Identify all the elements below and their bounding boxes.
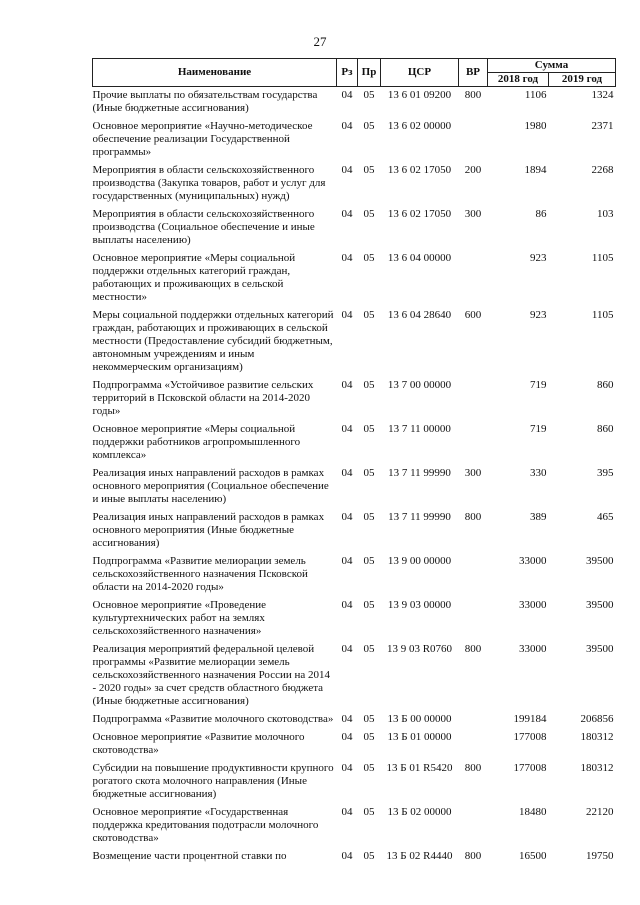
row-rz: 04: [341, 379, 353, 391]
row-rz: 04: [341, 731, 353, 743]
header-sum: Сумма: [488, 59, 616, 73]
row-vr: [459, 250, 488, 307]
row-rz: 04: [341, 850, 353, 862]
row-rz: 04: [341, 806, 353, 818]
table-row: [93, 804, 616, 848]
row-rz: 04: [341, 467, 353, 479]
table-row: [93, 307, 616, 377]
row-sum-2018: 719: [530, 423, 547, 435]
header-year-2018: 2018 год: [488, 73, 549, 87]
row-name: Мероприятия в области сельскохозяйственного производства (Социальное обеспечение и иные выплаты населению): [92, 208, 315, 246]
row-name: Основное мероприятие «Государственная поддержка кредитования подотрасли молочного скотоводства»: [92, 806, 319, 844]
page-number: 27: [313, 34, 327, 49]
row-name: Меры социальной поддержки отдельных категорий граждан, работающих и проживающих в сельской местности (Предоставление субсидий бюджетным, автономным учреждениям и иным некоммерческим организациям): [92, 309, 334, 373]
row-csr: 13 6 02 17050: [387, 164, 452, 176]
row-sum-2019: 860: [597, 379, 614, 391]
row-vr: 300: [464, 467, 482, 479]
row-sum-2019: 1105: [591, 309, 614, 321]
row-pr: 05: [363, 89, 375, 101]
row-csr: 13 7 11 99990: [388, 511, 451, 523]
row-sum-2018: 33000: [519, 643, 547, 655]
row-name: Мероприятия в области сельскохозяйственного производства (Закупка товаров, работ и услуг для государственных (муниципальных) нужд): [92, 164, 326, 202]
row-rz: 04: [341, 252, 353, 264]
row-sum-2018: 923: [530, 252, 547, 264]
row-vr: 200: [464, 164, 482, 176]
row-rz: 04: [341, 208, 353, 220]
row-name: Основное мероприятие «Развитие молочного скотоводства»: [92, 731, 305, 756]
row-sum-2018: 177008: [513, 731, 547, 743]
row-pr: 05: [363, 164, 375, 176]
header-rz: Рз: [337, 59, 358, 87]
row-csr: 13 6 04 28640: [387, 309, 452, 321]
row-vr: [459, 804, 488, 848]
row-rz: 04: [341, 120, 353, 132]
row-name: Подпрограмма «Развитие мелиорации земель сельскохозяйственного назначения Псковской области на 2014-2020 годы»: [92, 555, 308, 593]
row-name: Реализация иных направлений расходов в рамках основного мероприятия (Иные бюджетные ассигнования): [92, 511, 325, 549]
row-pr: 05: [363, 643, 375, 655]
row-sum-2019: 180312: [580, 762, 614, 774]
row-rz: 04: [341, 423, 353, 435]
header-year-2019: 2019 год: [549, 73, 616, 87]
row-vr: 800: [464, 643, 482, 655]
row-vr: [459, 729, 488, 760]
table-row: [93, 465, 616, 509]
row-name: Реализация иных направлений расходов в рамках основного мероприятия (Социальное обеспечение и иные выплаты населению): [92, 467, 329, 505]
row-csr: 13 9 00 00000: [387, 555, 452, 567]
row-csr: 13 Б 00 00000: [387, 713, 452, 725]
row-sum-2019: 1105: [591, 252, 614, 264]
row-sum-2018: 330: [530, 467, 547, 479]
row-sum-2019: 2371: [591, 120, 614, 132]
row-pr: 05: [363, 252, 375, 264]
row-pr: 05: [363, 850, 375, 862]
table-row: [93, 162, 616, 206]
row-name: Прочие выплаты по обязательствам государства (Иные бюджетные ассигнования): [92, 89, 318, 114]
row-vr: [459, 553, 488, 597]
row-sum-2019: 2268: [591, 164, 614, 176]
row-csr: 13 7 11 99990: [388, 467, 451, 479]
table-row: [93, 760, 616, 804]
row-sum-2019: 180312: [580, 731, 614, 743]
row-pr: 05: [363, 731, 375, 743]
row-csr: 13 Б 01 R5420: [386, 762, 453, 774]
row-sum-2019: 39500: [586, 643, 614, 655]
row-rz: 04: [341, 309, 353, 321]
row-csr: 13 6 01 09200: [387, 89, 452, 101]
row-csr: 13 Б 02 00000: [387, 806, 452, 818]
row-rz: 04: [341, 599, 353, 611]
row-sum-2019: 39500: [586, 555, 614, 567]
row-csr: 13 7 00 00000: [387, 379, 452, 391]
table-row: [93, 206, 616, 250]
row-pr: 05: [363, 599, 375, 611]
row-sum-2019: 22120: [586, 806, 614, 818]
table-row: [93, 421, 616, 465]
row-pr: 05: [363, 423, 375, 435]
row-sum-2019: 39500: [586, 599, 614, 611]
row-sum-2018: 1980: [524, 120, 547, 132]
table-row: [93, 118, 616, 162]
row-name: Основное мероприятие «Научно-методическое обеспечение реализации Государственной программы»: [92, 120, 313, 158]
table-header: [93, 59, 616, 87]
row-vr: [459, 711, 488, 729]
row-vr: [459, 377, 488, 421]
row-name: Подпрограмма «Устойчивое развитие сельских территорий в Псковской области на 2014-2020 годы»: [92, 379, 314, 417]
row-vr: 800: [464, 850, 482, 862]
row-sum-2019: 19750: [586, 850, 614, 862]
row-sum-2018: 18480: [519, 806, 547, 818]
row-csr: 13 9 03 R0760: [386, 643, 453, 655]
row-sum-2019: 206856: [580, 713, 614, 725]
row-csr: 13 9 03 00000: [387, 599, 452, 611]
row-name: Основное мероприятие «Меры социальной поддержки работников агропромышленного комплекса»: [92, 423, 301, 461]
table-row: [93, 509, 616, 553]
row-sum-2018: 1894: [524, 164, 547, 176]
row-csr: 13 6 02 17050: [387, 208, 452, 220]
row-sum-2018: 199184: [513, 713, 547, 725]
row-pr: 05: [363, 511, 375, 523]
row-pr: 05: [363, 762, 375, 774]
header-csr: ЦСР: [381, 59, 459, 87]
row-csr: 13 7 11 00000: [388, 423, 451, 435]
row-sum-2018: 86: [535, 208, 547, 220]
row-sum-2018: 33000: [519, 555, 547, 567]
row-vr: 600: [464, 309, 482, 321]
row-name: Основное мероприятие «Меры социальной поддержки отдельных категорий граждан, работающих и проживающих в сельской местности»: [92, 252, 296, 303]
header-vr: ВР: [459, 59, 488, 87]
row-name: Реализация мероприятий федеральной целевой программы «Развитие мелиорации земель сельскохозяйственного назначения России на 2014 - 2020 годы» за счет средств областного бюджета (Иные бюджетные ассигнования): [92, 643, 330, 707]
row-sum-2018: 1106: [524, 89, 547, 101]
row-csr: 13 6 04 00000: [387, 252, 452, 264]
row-csr: 13 Б 02 R4440: [386, 850, 453, 862]
row-pr: 05: [363, 713, 375, 725]
table-row: [93, 641, 616, 711]
row-pr: 05: [363, 379, 375, 391]
row-sum-2019: 1324: [591, 89, 614, 101]
row-sum-2019: 395: [597, 467, 614, 479]
table-row: [93, 87, 616, 119]
row-pr: 05: [363, 467, 375, 479]
row-name: Субсидии на повышение продуктивности крупного рогатого скота молочного направления (Иные бюджетные ассигнования): [92, 762, 334, 800]
row-vr: 300: [464, 208, 482, 220]
row-pr: 05: [363, 555, 375, 567]
row-rz: 04: [341, 89, 353, 101]
table-row: [93, 250, 616, 307]
row-rz: 04: [341, 164, 353, 176]
table-row: [93, 711, 616, 729]
table-body: [93, 87, 616, 867]
row-rz: 04: [341, 762, 353, 774]
row-sum-2019: 465: [597, 511, 614, 523]
row-vr: [459, 421, 488, 465]
row-sum-2018: 177008: [513, 762, 547, 774]
row-sum-2019: 860: [597, 423, 614, 435]
table-row: [93, 848, 616, 866]
row-csr: 13 Б 01 00000: [387, 731, 452, 743]
row-rz: 04: [341, 643, 353, 655]
table-row: [93, 553, 616, 597]
row-pr: 05: [363, 309, 375, 321]
row-sum-2018: 389: [530, 511, 547, 523]
table-row: [93, 597, 616, 641]
row-name: Основное мероприятие «Проведение культуртехнических работ на землях сельскохозяйственного назначения»: [92, 599, 267, 637]
budget-table: [92, 58, 616, 866]
row-vr: [459, 118, 488, 162]
row-vr: 800: [464, 511, 482, 523]
row-vr: 800: [464, 89, 482, 101]
row-sum-2018: 16500: [519, 850, 547, 862]
row-rz: 04: [341, 713, 353, 725]
row-sum-2018: 923: [530, 309, 547, 321]
row-sum-2018: 33000: [519, 599, 547, 611]
row-rz: 04: [341, 511, 353, 523]
row-csr: 13 6 02 00000: [387, 120, 452, 132]
header-name: Наименование: [93, 59, 337, 87]
table-row: [93, 729, 616, 760]
row-pr: 05: [363, 120, 375, 132]
table-row: [93, 377, 616, 421]
row-name: Возмещение части процентной ставки по: [92, 850, 287, 862]
row-vr: 800: [464, 762, 482, 774]
row-pr: 05: [363, 208, 375, 220]
row-sum-2018: 719: [530, 379, 547, 391]
row-vr: [459, 597, 488, 641]
row-pr: 05: [363, 806, 375, 818]
row-name: Подпрограмма «Развитие молочного скотоводства»: [92, 713, 334, 725]
row-rz: 04: [341, 555, 353, 567]
row-sum-2019: 103: [597, 208, 614, 220]
header-pr: Пр: [358, 59, 381, 87]
